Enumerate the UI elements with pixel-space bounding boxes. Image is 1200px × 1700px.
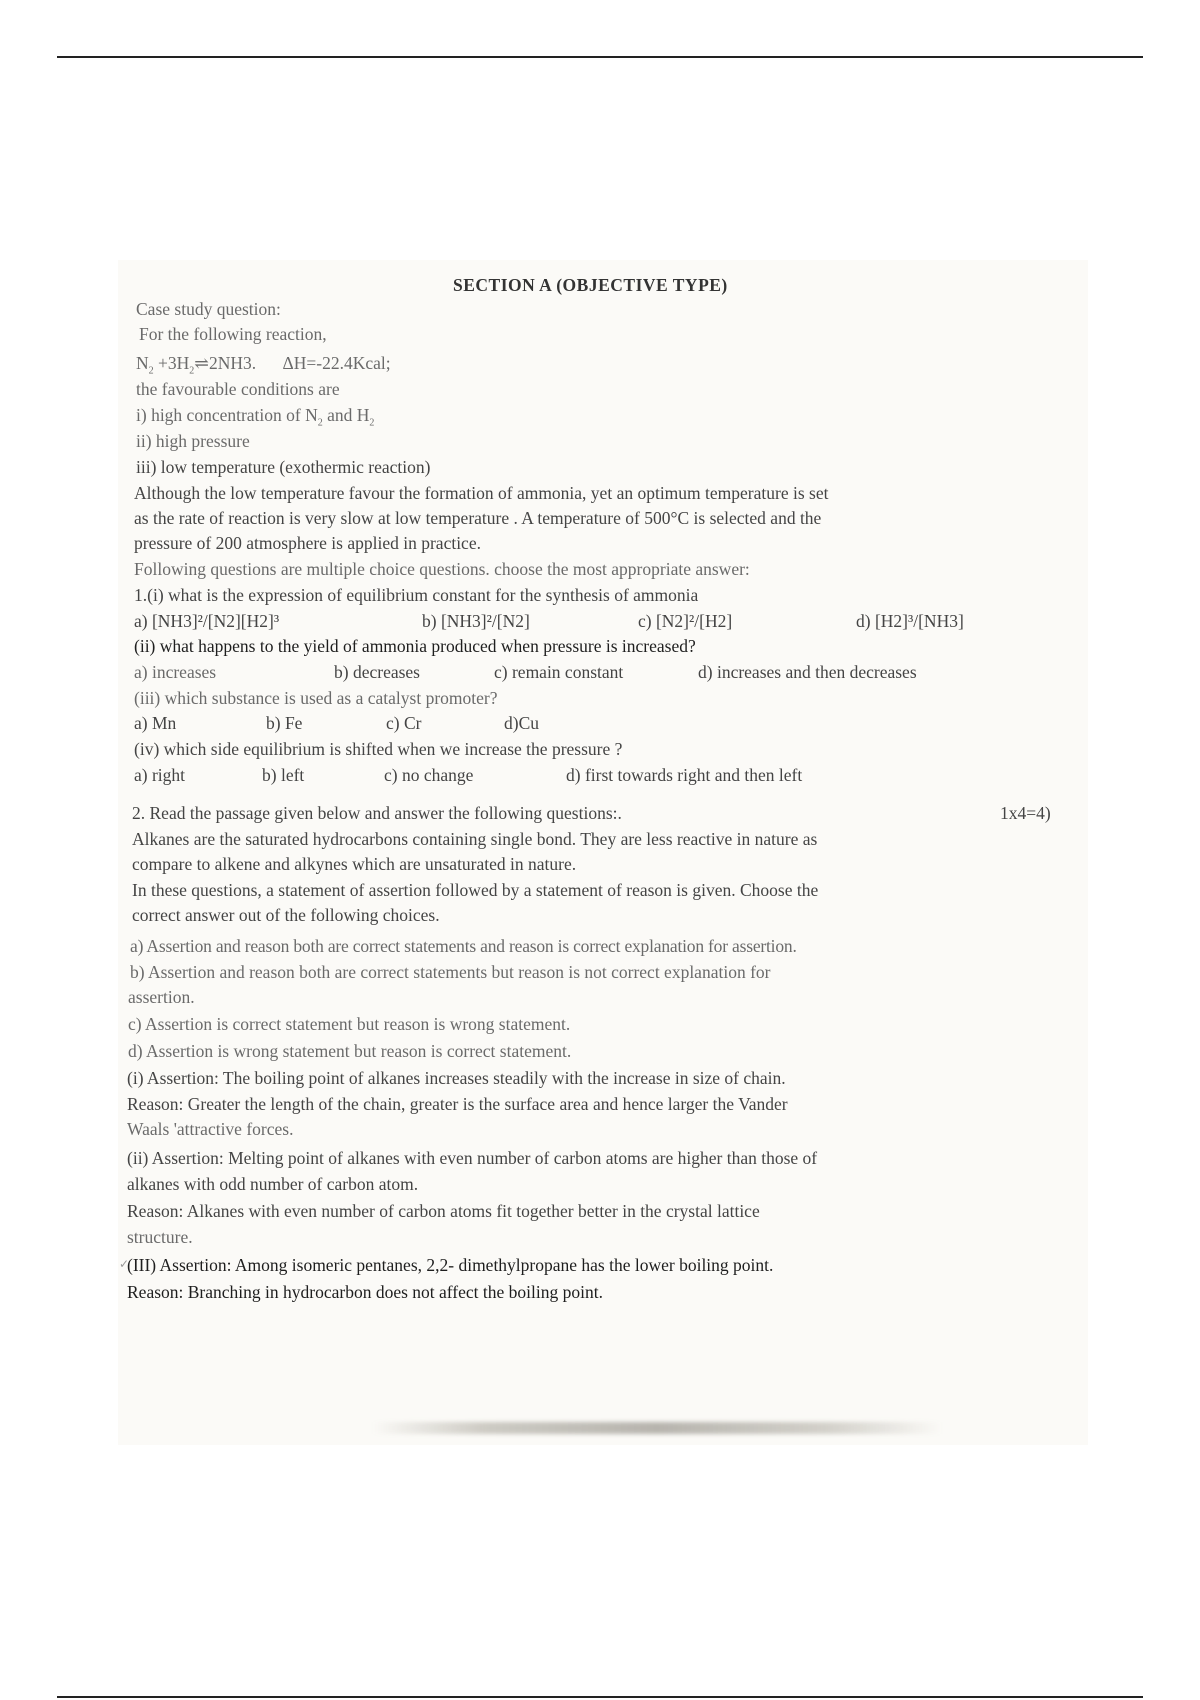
condition-1-sub2: 2: [369, 417, 375, 429]
reaction-h: +3H: [153, 353, 190, 373]
q1-iv-option-b: b) left: [262, 765, 305, 785]
q2-passage-line-1: Alkanes are the saturated hydrocarbons containing single bond. They are less reactive in nature as: [132, 829, 818, 849]
q2-item-2-assertion-line-1: (ii) Assertion: Melting point of alkanes with even number of carbon atoms are higher than those of: [127, 1148, 818, 1168]
q2-choice-b-cont: assertion.: [128, 987, 195, 1007]
check-mark-icon: ✓: [119, 1257, 130, 1271]
intro-text: For the following reaction,: [139, 324, 327, 344]
q1-iii-question: (iii) which substance is used as a catalyst promoter?: [134, 688, 498, 708]
q1-iii-option-a: a) Mn: [134, 713, 177, 733]
q1-i-option-d: d) [H2]³/[NH3]: [856, 611, 964, 631]
q2-item-3-reason: Reason: Branching in hydrocarbon does not affect the boiling point.: [127, 1282, 603, 1302]
passage1-line-2: as the rate of reaction is very slow at low temperature . A temperature of 500°C is selected and the: [134, 508, 822, 528]
q1-iv-option-d: d) first towards right and then left: [566, 765, 803, 785]
passage1-line-3: pressure of 200 atmosphere is applied in practice.: [134, 533, 481, 553]
passage1-line-1: Although the low temperature favour the formation of ammonia, yet an optimum temperature is set: [134, 483, 829, 503]
q2-choice-b: b) Assertion and reason both are correct statements but reason is not correct explanation for: [130, 962, 771, 982]
reaction-equation: [136, 352, 391, 377]
q2-choice-d: d) Assertion is wrong statement but reason is correct statement.: [128, 1041, 572, 1061]
q2-choice-c: c) Assertion is correct statement but reason is wrong statement.: [128, 1014, 571, 1034]
reaction-n-sub: 2: [148, 365, 154, 377]
q2-item-2-reason-line-2: structure.: [127, 1227, 193, 1247]
reaction-product: ⇌2NH3.: [194, 353, 257, 373]
q1-iv-option-c: c) no change: [384, 765, 474, 785]
condition-3: iii) low temperature (exothermic reaction): [136, 457, 431, 477]
q1-iii-option-c: c) Cr: [386, 713, 422, 733]
q1-i-option-c: c) [N2]²/[H2]: [638, 611, 733, 631]
top-rule: [57, 56, 1143, 58]
q2-instructions-line-2: correct answer out of the following choices.: [132, 905, 440, 925]
q2-item-1-reason-line-1: Reason: Greater the length of the chain, greater is the surface area and hence larger the Vander: [127, 1094, 788, 1114]
q2-passage-line-2: compare to alkene and alkynes which are unsaturated in nature.: [132, 854, 577, 874]
q1-iv-question: (iv) which side equilibrium is shifted when we increase the pressure ?: [134, 739, 623, 759]
mcq-intro: Following questions are multiple choice questions. choose the most appropriate answer:: [134, 559, 750, 579]
q1-iii-option-b: b) Fe: [266, 713, 303, 733]
condition-1-text: i) high concentration of N: [136, 405, 318, 425]
condition-1-and: and H: [322, 405, 370, 425]
q1-i-option-a: a) [NH3]²/[N2][H2]³: [134, 611, 280, 631]
conditions-intro: the favourable conditions are: [136, 379, 340, 399]
q2-item-3-assertion: (III) Assertion: Among isomeric pentanes, 2,2- dimethylpropane has the lower boiling point.: [127, 1255, 774, 1275]
section-heading: SECTION A (OBJECTIVE TYPE): [453, 275, 728, 295]
q2-item-2-reason-line-1: Reason: Alkanes with even number of carbon atoms fit together better in the crystal lattice: [127, 1201, 760, 1221]
q2-marks: 1x4=4): [1000, 803, 1051, 823]
q1-ii-option-c: c) remain constant: [494, 662, 624, 682]
q1-ii-question: (ii) what happens to the yield of ammonia produced when pressure is increased?: [134, 636, 696, 656]
q1-ii-option-b: b) decreases: [334, 662, 420, 682]
case-study-label: Case study question:: [136, 299, 281, 319]
q2-question: 2. Read the passage given below and answer the following questions:.: [132, 803, 622, 823]
q1-i-option-b: b) [NH3]²/[N2]: [422, 611, 530, 631]
condition-2: ii) high pressure: [136, 431, 250, 451]
q1-iii-option-d: d)Cu: [504, 713, 539, 733]
q2-item-2-assertion-line-2: alkanes with odd number of carbon atom.: [127, 1174, 419, 1194]
q2-item-1-reason-line-2: Waals 'attractive forces.: [127, 1119, 294, 1139]
reaction-enthalpy: ΔH=-22.4Kcal;: [282, 353, 391, 373]
condition-1: [136, 404, 375, 429]
q1-ii-option-d: d) increases and then decreases: [698, 662, 917, 682]
bottom-rule: [57, 1696, 1143, 1698]
reaction-n: N: [136, 353, 149, 373]
q1-iv-option-a: a) right: [134, 765, 186, 785]
q2-instructions-line-1: In these questions, a statement of assertion followed by a statement of reason is given. Choose the: [132, 880, 819, 900]
q1-ii-option-a: a) increases: [134, 662, 217, 682]
q2-choice-a: a) Assertion and reason both are correct statements and reason is correct explanation for assertion.: [130, 936, 797, 956]
condition-1-sub1: 2: [317, 417, 323, 429]
q1-i-question: 1.(i) what is the expression of equilibrium constant for the synthesis of ammonia: [134, 585, 699, 605]
scan-smudge: [372, 1422, 942, 1434]
q2-item-1-assertion: (i) Assertion: The boiling point of alkanes increases steadily with the increase in size of chain.: [127, 1068, 786, 1088]
reaction-h-sub: 2: [189, 365, 195, 377]
